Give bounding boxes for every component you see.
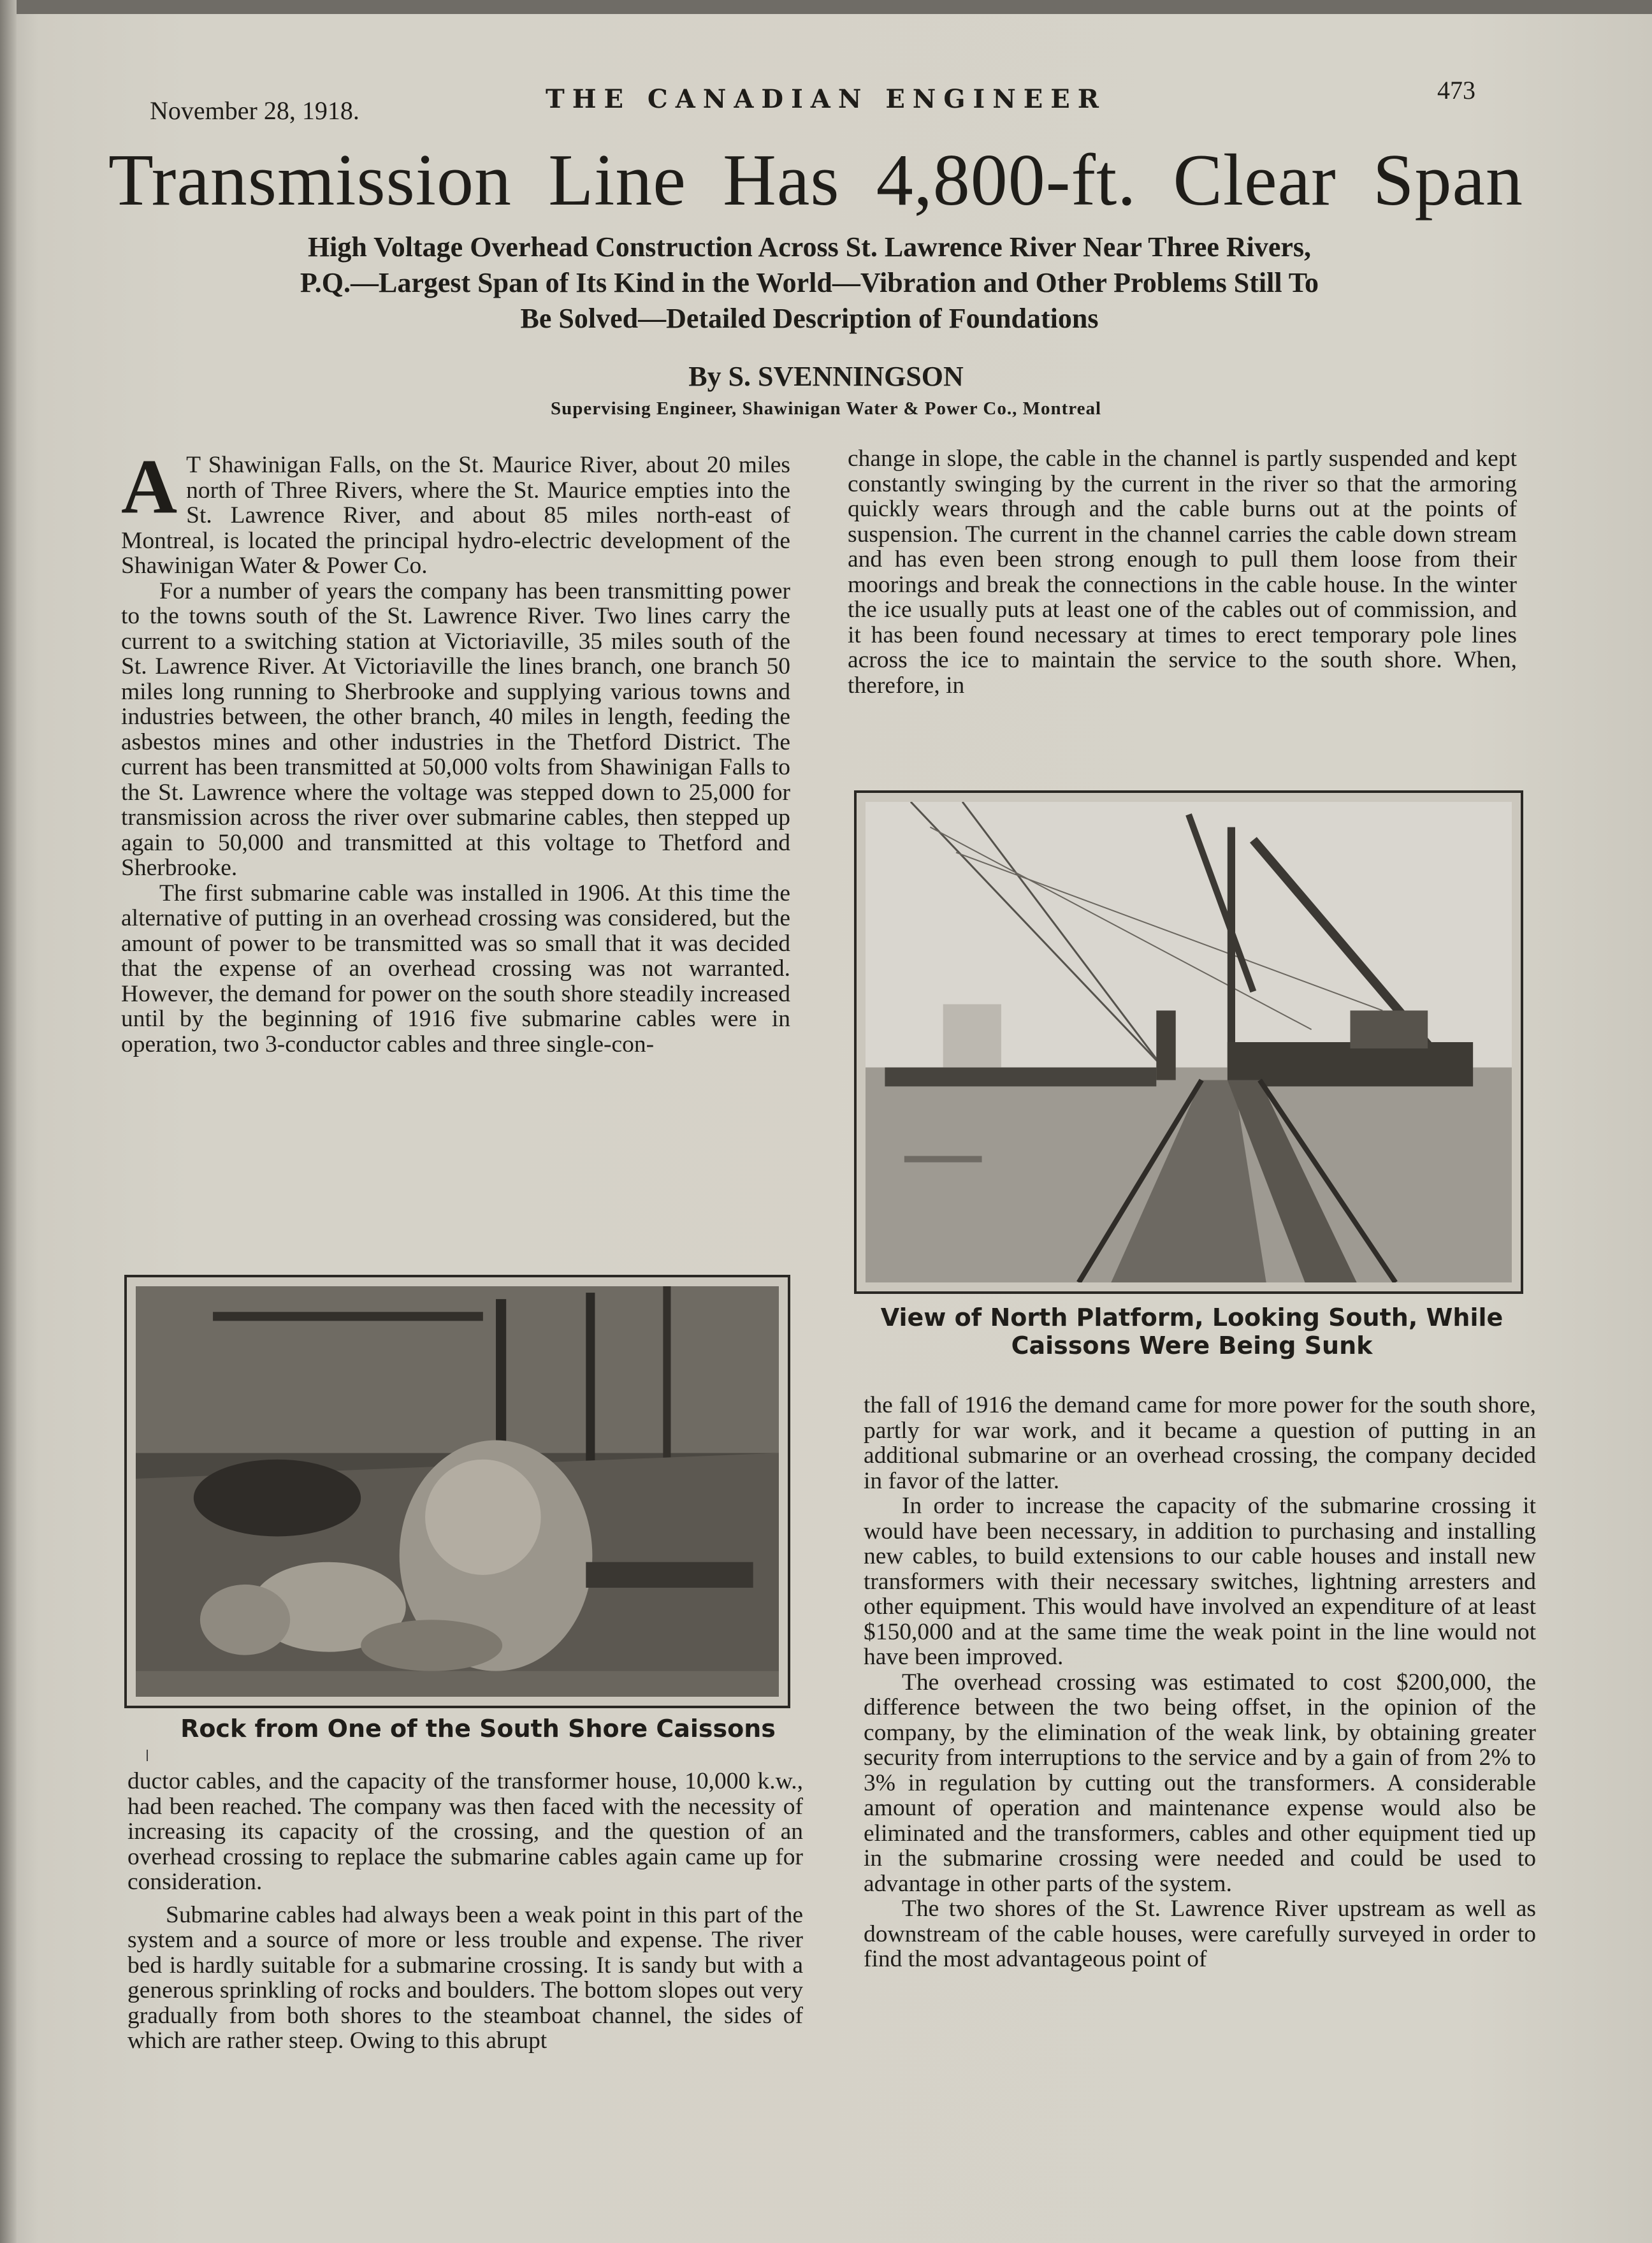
article-deck: High Voltage Overhead Construction Across St. Lawrence River Near Three Rivers, P.Q.—Largest Span of Its Kind in the World—Vibration and Other Problems Still To Be Solved—Detailed Description of Foundations [300,231,1319,334]
right-column-bottom [864,1393,1536,1972]
journal-title: THE CANADIAN ENGINEER [545,84,1107,114]
running-head [0,70,1652,125]
paragraph-text: T Shawinigan Falls, on the St. Maurice River, about 20 miles north of Three Rivers, where the St. Maurice empties into the St. Lawrence River, and about 85 miles north-east of Montreal, is located the principal hydro-electric development of the Shawinigan Water & Power Co. [121,452,790,579]
rock-photo [124,1275,790,1708]
article-title: Transmission Line Has 4,800-ft. Clear Span [108,140,1523,221]
binding-shadow [0,0,17,2243]
platform-photo-image [866,802,1512,1282]
platform-photo-caption: View of North Platform, Looking South, While Caissons Were Being Sunk [880,1303,1503,1360]
paragraph: The overhead crossing was estimated to cost $200,000, the difference between the two being offset, in the opinion of the company, by the elimination of the weak link, by obtaining greater security from interruptions to the service and by a gain of from 2% to 3% in regulation by cutting out the transformers. A considerable amount of operation and maintenance expense would also be eliminated and the transformers, cables and other equipment tied up in the submarine crossing were needed and could be used to advantage in other parts of the system. [864,1669,1536,1897]
paragraph [121,444,790,579]
paragraph: ductor cables, and the capacity of the transformer house, 10,000 k.w., had been reached. The company was then faced with the necessity of increasing its capacity of the crossing, and the question of an overhead crossing to replace the submarine cables again came up for consideration. [127,1768,803,1895]
page-top-edge [0,0,1652,14]
rock-photo-caption: Rock from One of the South Shore Caissons [180,1715,776,1743]
margin-mark [147,1750,148,1761]
page-number: 473 [1437,76,1475,105]
paragraph: For a number of years the company has been transmitting power to the towns south of the St. Lawrence River. Two lines carry the current to a switching station at Victoriaville, 35 miles south of the St. Lawrence River. At Victoriaville the lines branch, one branch 50 miles long running to Sherbrooke and supplying various towns and industries between, the other branch, 40 miles in length, feeding the asbestos mines and other industries in the Thetford District. The current has been transmitted at 50,000 volts from Shawinigan Falls to the St. Lawrence where the voltage was stepped down to 25,000 for transmission across the river over submarine cables, then stepped up again to 50,000 and transmitted at this voltage to Thetford and Sherbrooke. [121,577,790,881]
author-byline: By S. SVENNINGSON [688,361,964,392]
paragraph: The first submarine cable was installed in 1906. At this time the alternative of putting in an overhead crossing was considered, but the amount of power to be transmitted was so small that it was decided that the expense of an overhead crossing was not warranted. However, the demand for power on the south shore steadily increased until by the beginning of 1916 five submarine cables were in operation, two 3-conductor cables and three single-con- [121,880,790,1057]
drop-cap: A [121,444,178,530]
author-affiliation: Supervising Engineer, Shawinigan Water & Power Co., Montreal [551,398,1101,419]
left-column-top [121,444,790,1057]
right-column-top [848,446,1517,698]
issue-date: November 28, 1918. [150,96,359,125]
paragraph: In order to increase the capacity of the submarine crossing it would have been necessary, in addition to purchasing and installing new cables, to build extensions to our cable houses and install new transformers with their necessary switches, lightning arresters and other equipment. This would have involved an expenditure of at least $150,000 and at the same time the weak point in the line would not have been improved. [864,1493,1536,1670]
paragraph: the fall of 1916 the demand came for more power for the south shore, partly for war work, and it became a question of putting in an additional submarine or an overhead crossing, the company decided in favor of the latter. [864,1392,1536,1494]
platform-photo [854,790,1523,1294]
paragraph: Submarine cables had always been a weak point in this part of the system and a source of more or less trouble and expense. The river bed is hardly suitable for a submarine crossing. It is sandy but with a generous sprinkling of rocks and boulders. The bottom slopes out very gradually from both shores to the steamboat channel, the sides of which are rather steep. Owing to this abrupt [127,1901,803,2054]
paragraph: The two shores of the St. Lawrence River upstream as well as downstream of the cable houses, were carefully surveyed in order to find the most advantageous point of [864,1896,1536,1972]
rock-photo-image [136,1286,779,1697]
left-column-bottom [127,1769,803,2054]
paragraph: change in slope, the cable in the channel is partly suspended and kept constantly swinging by the current in the river so that the armoring quickly wears through and the cable burns out at the points of suspension. The current in the channel carries the cable down stream and has even been strong enough to pull them loose from their moorings and break the connections in the cable house. In the winter the ice usually puts at least one of the cables out of commission, and it has been found necessary at times to erect temporary pole lines across the ice to maintain the service to the south shore. When, therefore, in [848,446,1517,699]
